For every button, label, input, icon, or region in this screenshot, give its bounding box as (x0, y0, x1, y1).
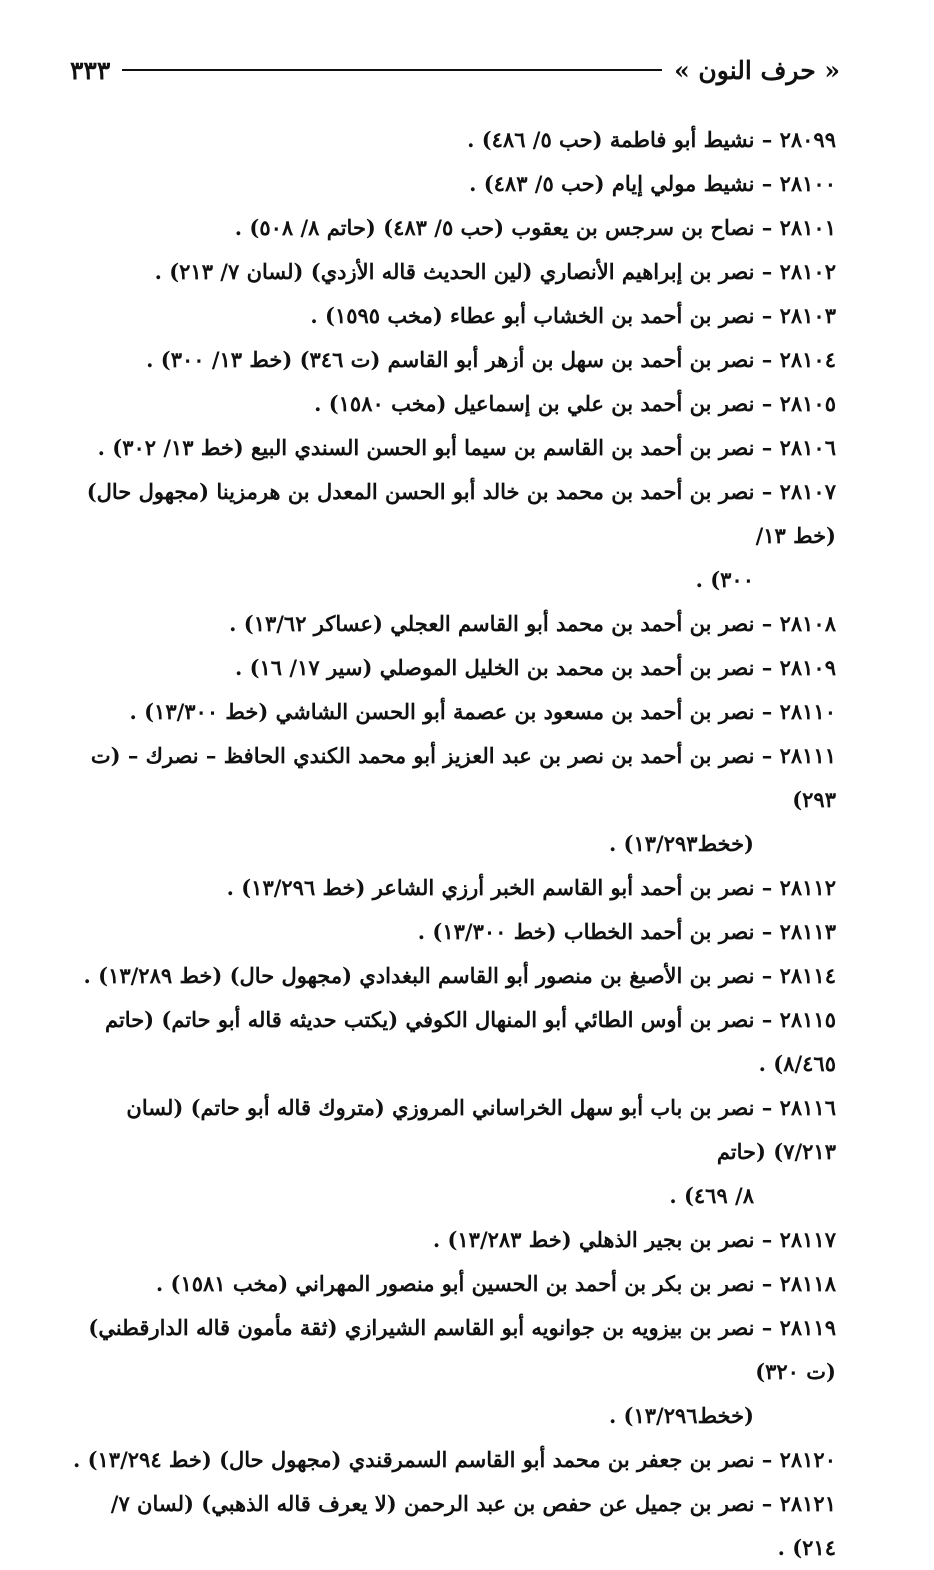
entry-number: ٢٨١٠٣ (779, 303, 836, 328)
entry-text: – نصر بن الأصبغ بن منصور أبو القاسم البغدادي (مجهول حال) (خط ١٣/٢٨٩) . (83, 963, 773, 988)
entry-text: – نصاح بن سرجس بن يعقوب (حب ٥/ ٤٨٣) (حاتم ٨/ ٥٠٨) . (234, 215, 773, 240)
entry-28110 (68, 690, 836, 734)
entry-text: – نصر بن بيزويه بن جوانويه أبو القاسم الشيرازي (ثقة مأمون قاله الدارقطني) (ت ٣٢٠) (88, 1315, 836, 1384)
entry-28104 (68, 338, 836, 382)
entry-text: – نصر بن أحمد الخطاب (خط ١٣/٣٠٠) . (417, 919, 773, 944)
entry-28116 (68, 1086, 836, 1218)
entry-text: – نصر بن بكر بن أحمد بن الحسين أبو منصور المهراني (مخب ١٥٨١) . (155, 1271, 773, 1296)
entry-text: – نصر بن أحمد بن محمد أبو القاسم العجلي (عساكر ١٣/٦٢) . (229, 611, 773, 636)
entry-28121 (68, 1482, 836, 1570)
entry-number: ٢٨١٠٨ (779, 611, 836, 636)
entry-text: – نصر بن أحمد بن محمد بن خالد أبو الحسن المعدل بن هرمزينا (مجهول حال) (خط ١٣/ (86, 479, 836, 548)
page-header (70, 50, 840, 90)
entry-number: ٢٨١٠٤ (779, 347, 836, 372)
header-rule (122, 69, 662, 71)
entry-28115 (68, 998, 836, 1086)
entry-text: – نصر بن جعفر بن محمد أبو القاسم السمرقندي (مجهول حال) (خط ١٣/٢٩٤) . (72, 1447, 773, 1472)
entry-28120 (68, 1438, 836, 1482)
entry-number: ٢٨١٠٦ (779, 435, 836, 460)
entry-28109 (68, 646, 836, 690)
entry-text: – نشيط أبو فاطمة (حب ٥/ ٤٨٦) . (467, 127, 773, 152)
entry-28113 (68, 910, 836, 954)
entry-number: ٢٨١١٧ (779, 1227, 836, 1252)
entry-number: ٢٨١٠٩ (779, 655, 836, 680)
entry-text: – نصر بن إبراهيم الأنصاري (لين الحديث قاله الأزدي) (لسان ٧/ ٢١٣) . (154, 259, 773, 284)
entry-number: ٢٨١١٥ (779, 1007, 836, 1032)
entry-number: ٢٨١٠٧ (779, 479, 836, 504)
entry-28111 (68, 734, 836, 866)
entry-28105 (68, 382, 836, 426)
entry-28117 (68, 1218, 836, 1262)
entry-list (68, 118, 836, 1570)
entry-text: – نصر بن جميل عن حفص بن عبد الرحمن (لا يعرف قاله الذهبي) (لسان ٧/ ٢١٤) . (110, 1491, 836, 1560)
entry-text: – نصر بن بجير الذهلي (خط ١٣/٢٨٣) . (432, 1227, 773, 1252)
entry-28099 (68, 118, 836, 162)
entry-28108 (68, 602, 836, 646)
entry-number: ٢٨١٠١ (779, 215, 836, 240)
entry-text: – نصر بن أحمد أبو القاسم الخبر أرزي الشاعر (خط ١٣/٢٩٦) . (226, 875, 773, 900)
entry-text: – نصر بن أحمد بن نصر بن عبد العزيز أبو محمد الكندي الحافظ – نصرك – (ت ٢٩٣) (90, 743, 836, 812)
entry-text: – نصر بن أحمد بن علي بن إسماعيل (مخب ١٥٨٠) . (314, 391, 773, 416)
entry-28103 (68, 294, 836, 338)
entry-continuation: (خخط١٣/٢٩٣) . (608, 831, 754, 856)
entry-number: ٢٨١٢٠ (779, 1447, 836, 1472)
entry-28112 (68, 866, 836, 910)
entry-text: – نصر بن أحمد بن مسعود بن عصمة أبو الحسن الشاشي (خط ١٣/٣٠٠) . (129, 699, 773, 724)
entry-continuation: (خخط١٣/٢٩٦) . (608, 1403, 754, 1428)
entry-number: ٢٨١١٠ (779, 699, 836, 724)
entry-continuation: ٨/ ٤٦٩) . (669, 1183, 754, 1208)
entry-number: ٢٨١٠٢ (779, 259, 836, 284)
entry-28107 (68, 470, 836, 602)
entry-number: ٢٨١١٦ (779, 1095, 836, 1120)
entry-28119 (68, 1306, 836, 1438)
entry-number: ٢٨١١١ (779, 743, 836, 768)
entry-28101 (68, 206, 836, 250)
entry-28106 (68, 426, 836, 470)
entry-text: – نصر بن أحمد بن محمد بن الخليل الموصلي (سير ١٧/ ١٦) . (234, 655, 773, 680)
entry-number: ٢٨١١٤ (779, 963, 836, 988)
chapter-title: « حرف النون » (674, 55, 840, 85)
entry-28102 (68, 250, 836, 294)
entry-number: ٢٨١١٣ (779, 919, 836, 944)
entry-number: ٢٨٠٩٩ (779, 127, 836, 152)
entry-number: ٢٨١٢١ (779, 1491, 836, 1516)
entry-text: – نشيط مولي إيام (حب ٥/ ٤٨٣) . (469, 171, 773, 196)
entry-28118 (68, 1262, 836, 1306)
entry-text: – نصر بن باب أبو سهل الخراساني المروزي (متروك قاله أبو حاتم) (لسان ٧/٢١٣) (حاتم (126, 1095, 836, 1164)
entry-text: – نصر بن أوس الطائي أبو المنهال الكوفي (يكتب حديثه قاله أبو حاتم) (حاتم ٨/٤٦٥) . (104, 1007, 836, 1076)
entry-28114 (68, 954, 836, 998)
entry-number: ٢٨١٠٥ (779, 391, 836, 416)
entry-number: ٢٨١١٩ (779, 1315, 836, 1340)
entry-text: – نصر بن أحمد بن القاسم بن سيما أبو الحسن السندي البيع (خط ١٣/ ٣٠٢) . (97, 435, 773, 460)
entry-28100 (68, 162, 836, 206)
entry-text: – نصر بن أحمد بن سهل بن أزهر أبو القاسم (ت ٣٤٦) (خط ١٣/ ٣٠٠) . (146, 347, 773, 372)
entry-number: ٢٨١٠٠ (779, 171, 836, 196)
entry-number: ٢٨١١٨ (779, 1271, 836, 1296)
page-number: ٣٣٣ (70, 55, 111, 85)
entry-number: ٢٨١١٢ (779, 875, 836, 900)
entry-continuation: ٣٠٠) . (695, 567, 754, 592)
entry-text: – نصر بن أحمد بن الخشاب أبو عطاء (مخب ١٥٩٥) . (310, 303, 773, 328)
